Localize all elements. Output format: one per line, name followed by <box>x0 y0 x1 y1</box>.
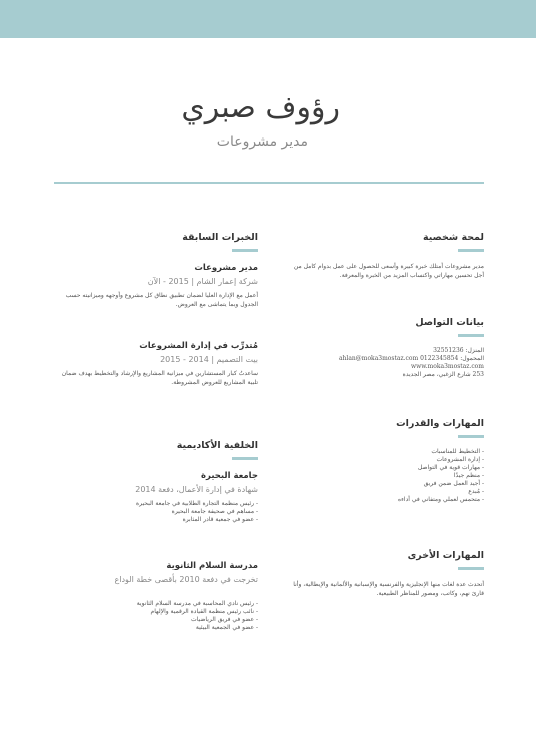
list-item: - عضو في الجمعية البيئية <box>54 624 258 632</box>
list-item: - أجيد العمل ضمن فريق <box>284 480 484 488</box>
education-activities <box>54 600 258 632</box>
experience-description: أعمل مع الإدارة العليا لضمان تطبيق نطاق كل مشروع وأوجهه وميزانيته حسب الجدول وبما يتماشى مع العروض. <box>65 292 258 308</box>
profile-section <box>284 232 484 280</box>
experience-description: ساعدتُ كبار المستشارين في ميزانية المشاريع والإرشاد والتخطيط بهدف ضمان تلبية المشاريع للعروض المشروطة. <box>61 370 258 386</box>
experience-title: الخبرات السابقة <box>182 232 258 243</box>
list-item: - إدارة المشروعات <box>284 456 484 464</box>
list-item: - متحمس لعملي ومتفاني في أداءه <box>284 496 484 504</box>
experience-item <box>54 340 258 387</box>
list-item: - رئيس منظمة التجارة الطلابية في جامعة البحيرة <box>54 500 258 508</box>
left-column <box>54 232 258 652</box>
other-skills-title: المهارات الأخرى <box>407 550 484 561</box>
list-item: - رئيس نادي المحاسبة في مدرسة السلام الثانوية <box>54 600 258 608</box>
experience-company: بيت التصميم | 2014 - 2015 <box>160 355 258 364</box>
experience-company: شركة إعمار الشام | 2015 - الآن <box>147 277 258 286</box>
other-skills-text: أتحدث عدة لغات منها الإنجليزية والفرنسية والإسبانية والألمانية والإيطالية، وأنا قارئ نهم، وكاتب، ومصور للمناظر الطبيعية. <box>293 581 484 597</box>
education-school: جامعة البحيرة <box>201 471 258 481</box>
skills-title: المهارات والقدرات <box>396 418 484 429</box>
person-name: رؤوف صبري <box>181 90 340 125</box>
education-item <box>54 560 258 632</box>
contact-home: المنزل: 32551236 <box>433 347 484 354</box>
education-section <box>54 440 258 524</box>
contact-mobile-email: المحمول: 0122345854 ahlan@moka3mostaz.com <box>338 355 484 362</box>
profile-title: لمحة شخصية <box>422 232 484 243</box>
experience-role: مُتدرِّب في إدارة المشروعات <box>139 341 258 351</box>
skills-section <box>284 418 484 504</box>
contact-title: بيانات التواصل <box>415 317 484 328</box>
list-item: - التخطيط للمناسبات <box>284 448 484 456</box>
list-item: - مُبدع <box>284 488 484 496</box>
other-skills-section <box>284 550 484 598</box>
section-accent <box>458 567 484 570</box>
experience-section <box>54 232 258 309</box>
experience-item <box>54 262 258 309</box>
list-item: - عضو في جمعية قادر المثابرة <box>54 516 258 524</box>
list-item: - مساهم في صحيفة جامعة البحيرة <box>54 508 258 516</box>
education-item <box>54 470 258 524</box>
list-item: - عضو في فريق الرياضيات <box>54 616 258 624</box>
section-accent <box>458 249 484 252</box>
list-item: - مهارات قوية في التواصل <box>284 464 484 472</box>
contact-section <box>284 317 484 379</box>
education-title: الخلفية الأكاديمية <box>176 440 258 451</box>
header-divider <box>54 182 484 184</box>
right-column <box>284 232 484 632</box>
job-title: مدير مشروعات <box>216 134 308 150</box>
experience-role: مدير مشروعات <box>194 263 258 273</box>
section-accent <box>232 457 258 460</box>
contact-website: www.moka3mostaz.com <box>410 363 484 370</box>
list-item: - نائب رئيس منظمة القيادة الرقمية والإلهام <box>54 608 258 616</box>
contact-address: 253 شارع الزغبي، مصر الجديدة <box>402 371 484 378</box>
section-accent <box>458 334 484 337</box>
list-item: - منظم جيدًا <box>284 472 484 480</box>
education-degree: تخرجت في دفعة 2010 بأقصى خطة الوداع <box>114 575 258 584</box>
education-degree: شهادة في إدارة الأعمال، دفعة 2014 <box>135 485 258 494</box>
header-band <box>0 0 536 38</box>
section-accent <box>458 435 484 438</box>
education-school: مدرسة السلام الثانوية <box>166 561 258 571</box>
education-activities <box>54 500 258 524</box>
profile-text: مدير مشروعات أمتلك خبرة كبيرة وأسعى للحصول على عمل بدوام كامل من أجل تحسين مهاراتي واكتساب المزيد من الخبرة والمعرفة. <box>293 263 484 279</box>
section-accent <box>232 249 258 252</box>
skills-list <box>284 448 484 504</box>
